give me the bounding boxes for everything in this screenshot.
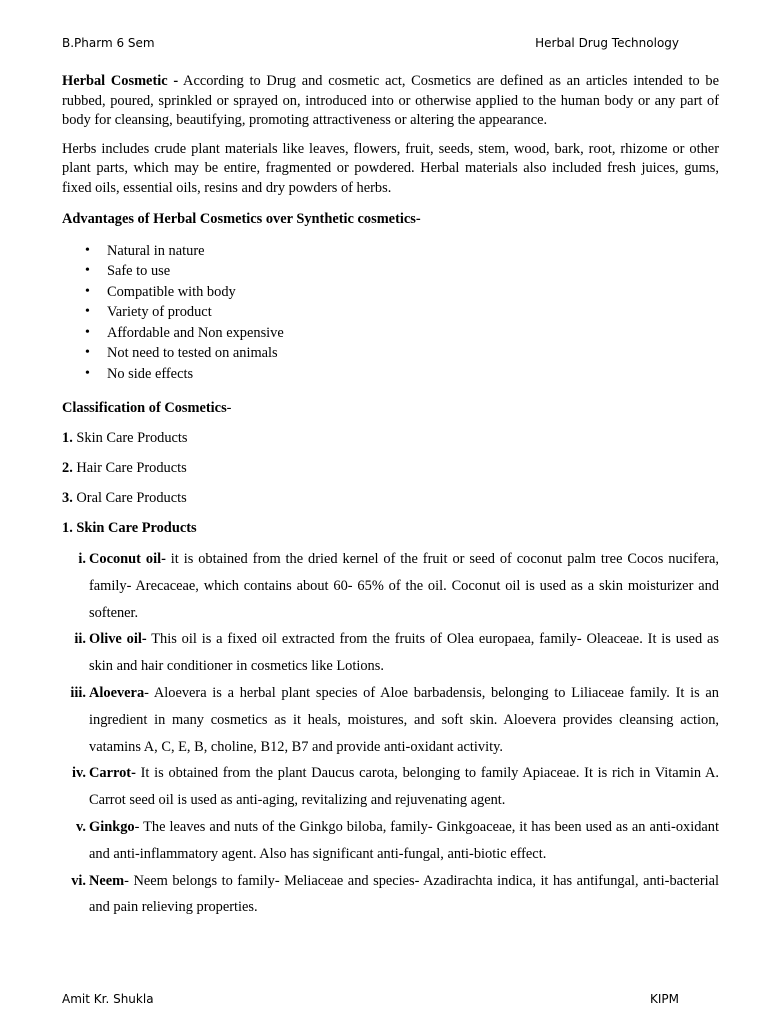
classification-heading-text: Classification of Cosmetics [62, 400, 227, 416]
skin-care-list [62, 546, 719, 921]
item-name: Aloevera [89, 684, 145, 701]
intro-text: According to Drug and cosmetic act, Cosmetics are defined as an articles intended to be rubbed, poured, sprinkled or sprayed on, introduced into or otherwise applied to the human body or any part of body for cleansing, beautifying, promoting attractiveness or altering the appearance. [62, 73, 719, 128]
item-text: This oil is a fixed oil extracted from the fruits of Olea europaea, family- Oleaceae. It is used as skin and hair conditioner in cosmetics like Lotions. [89, 631, 719, 675]
classification-heading-suffix: - [226, 400, 232, 416]
classification-heading [62, 398, 719, 418]
page-footer [62, 992, 679, 1006]
list-item: • Compatible with body [62, 282, 719, 303]
list-item: • No side effects [62, 364, 719, 385]
advantages-list [62, 241, 719, 385]
advantages-heading: Advantages of Herbal Cosmetics over Synthetic cosmetics- [62, 211, 421, 227]
classification-number: 3. [62, 490, 73, 506]
document-body [62, 72, 719, 921]
roman-numeral: ii. [74, 631, 86, 648]
list-item: • Affordable and Non expensive [62, 323, 719, 344]
roman-numeral: i. [78, 551, 86, 567]
list-item [62, 546, 719, 626]
classification-text: Skin Care Products [72, 430, 188, 446]
list-item: • Safe to use [62, 261, 719, 282]
item-name: Neem [89, 872, 125, 889]
list-item [62, 760, 719, 814]
item-name: Carrot- [89, 765, 136, 782]
classification-number: 1. [62, 430, 73, 446]
page-header [62, 36, 679, 50]
list-item [62, 868, 719, 922]
list-item: • Natural in nature [62, 241, 719, 262]
item-text: - Neem belongs to family- Meliaceae and species- Azadirachta indica, it has antifungal, anti-bacterial and pain relieving properties. [89, 872, 719, 916]
item-text: It is obtained from the plant Daucus carota, belonging to family Apiaceae. It is rich in Vitamin A. Carrot seed oil is used as anti-aging, revitalizing and rejuvenating agent. [89, 765, 719, 809]
classification-item [62, 428, 719, 448]
classification-text: Oral Care Products [72, 490, 187, 506]
item-name: Ginkgo [89, 818, 135, 835]
item-name: Olive oil- [89, 631, 147, 648]
list-item [62, 626, 719, 680]
intro-paragraph [62, 72, 719, 131]
list-item: • Variety of product [62, 302, 719, 323]
header-subject: Herbal Drug Technology [535, 36, 679, 50]
classification-number: 2. [62, 460, 73, 476]
item-name: Coconut oil- [89, 551, 166, 567]
item-text: - The leaves and nuts of the Ginkgo biloba, family- Ginkgoaceae, it has been used as an anti-oxidant and anti-inflammatory agent. Also has significant anti-fungal, anti-biotic effect. [89, 818, 719, 862]
skin-care-heading: 1. Skin Care Products [62, 520, 197, 536]
item-text: it is obtained from the dried kernel of the fruit or seed of coconut palm tree Cocos nucifera, family- Arecaceae, which contains about 60- 65% of the oil. Coconut oil is used as a skin moisturizer and softener. [89, 551, 719, 621]
classification-text: Hair Care Products [72, 460, 187, 476]
herbs-paragraph: Herbs includes crude plant materials like leaves, flowers, fruit, seeds, stem, wood, bark, root, rhizome or other plant parts, which may be entire, fragmented or powdered. Herbal materials also included fresh juices, gums, fixed oils, essential oils, resins and dry powders of herbs. [62, 140, 719, 196]
footer-author: Amit Kr. Shukla [62, 992, 154, 1006]
roman-numeral: iv. [72, 765, 86, 782]
item-text: - Aloevera is a herbal plant species of Aloe barbadensis, belonging to Liliaceae family. It is an ingredient in many cosmetics as it heals, moistures, and soft skin. Aloevera provides cleansing action, vatamins A, C, E, B, choline, B12, B7 and provide anti-oxidant activity. [89, 684, 719, 755]
list-item [62, 680, 719, 760]
roman-numeral: iii. [70, 684, 86, 701]
roman-numeral: v. [76, 818, 86, 835]
list-item [62, 814, 719, 868]
list-item: • Not need to tested on animals [62, 343, 719, 364]
header-course: B.Pharm 6 Sem [62, 36, 155, 50]
footer-institute: KIPM [650, 992, 679, 1006]
classification-item [62, 488, 719, 508]
intro-label: Herbal Cosmetic - [62, 73, 179, 89]
roman-numeral: vi. [71, 872, 86, 889]
classification-item [62, 458, 719, 478]
